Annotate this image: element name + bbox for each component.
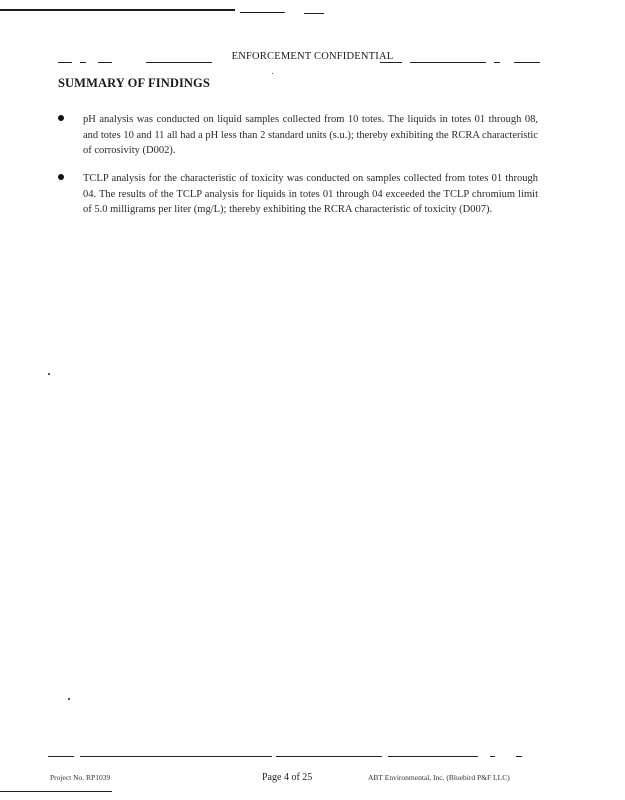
header-rule [146,62,212,63]
footer-rule [80,756,272,757]
footer-project-number: Project No. RP1039 [50,773,111,782]
footer-rule [490,756,495,757]
header-rule [58,62,72,63]
footer-rule [388,756,478,757]
header-rule [410,62,486,63]
header-rule [494,62,500,63]
footer-rule [516,756,522,757]
scan-speck [48,373,50,375]
header-rule [98,62,112,63]
confidentiality-label [0,51,625,62]
scan-artifact-top [240,12,285,13]
footer-rule [276,756,382,757]
footer-page-number: Page 4 of 25 [262,772,313,783]
header-rule [514,62,540,63]
scan-speck [68,698,70,700]
footer-rule [48,756,74,757]
scan-artifact-top [0,9,235,11]
scan-speck [272,73,273,74]
header-rule [80,62,86,63]
finding-text: TCLP analysis for the characteristic of toxicity was conducted on samples collected from totes 01 through 04. The results of the TCLP analysis for liquids in totes 01 through 04 exceeded the TCLP chromium limit of 5.0 milligrams per liter (mg/L); thereby exhibiting the RCRA characteristic of toxicity (D007). [83,173,538,215]
section-title: SUMMARY OF FINDINGS [58,76,210,90]
footer-company: ABT Environmental, Inc. (Bluebird P&F LLC) [368,773,510,782]
finding-text: pH analysis was conducted on liquid samples collected from 10 totes. The liquids in totes 01 through 08, and totes 10 and 11 all had a pH less than 2 standard units (s.u.); thereby exhibiting the RCRA characteristic of corrosivity (D002). [83,114,538,156]
bullet-icon [58,115,64,121]
header-rule [380,62,402,63]
scan-artifact-top [304,13,324,14]
scan-artifact-bottom [0,791,112,792]
confidentiality-label-text: ENFORCEMENT CONFIDENTIAL [231,51,394,62]
bullet-icon [58,174,64,180]
